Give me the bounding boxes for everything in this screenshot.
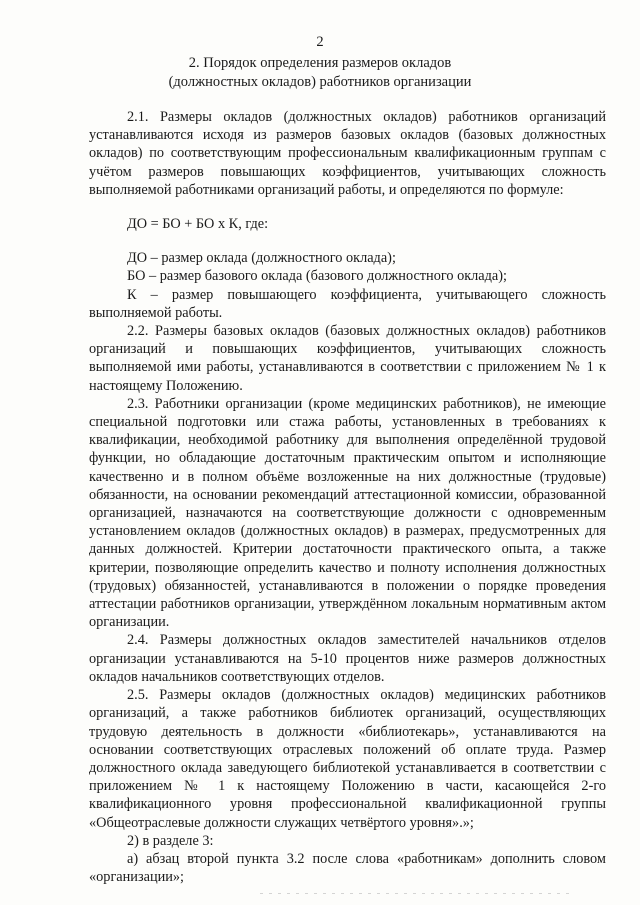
definition-bo: БО – размер базового оклада (базового должностного оклада); (127, 268, 507, 285)
salary-formula: ДО = БО + БО х К, где: (127, 216, 269, 233)
paragraph-2-5: 2.5. Размеры окладов (должностных окладов) медицинских работников организаций, а также работников библиотек организаций, осуществляющих трудовую деятельность в должности «библиотекарь», устанавливаются на основании соответствующих отраслевых положений об оплате труда. Размер должностного оклада заведующего библиотекой устанавливается в соответствии с приложением № 1 к настоящему Положению в части, касающейся 2-го квалификационного уровня профессиональной квалификационной группы «Общеотраслевые должности служащих четвёртого уровня».»; (89, 687, 606, 831)
paragraph-2-2: 2.2. Размеры базовых окладов (базовых должностных окладов) работников организаций и повышающих коэффициентов, учитывающих сложность выполняемой ими работы, устанавливаются в соответствии с приложением № 1 к настоящему Положению. (89, 323, 606, 394)
amendment-item-2a: а) абзац второй пункта 3.2 после слова «работникам» дополнить словом «организации»; (89, 850, 606, 886)
paragraph-2-4: 2.4. Размеры должностных окладов заместителей начальников отделов организации устанавливаются на 5-10 процентов ниже размеров должностных окладов начальников соответствующих отделов. (89, 632, 606, 685)
paragraph-2-3: 2.3. Работники организации (кроме медицинских работников), не имеющие специальной подготовки или стажа работы, установленных в требованиях к квалификации, необходимой работнику для выполнения определённой трудовой функции, но обладающие достаточным практическим опытом и исполняющие качественно и в полном объёме возложенные на них должностные (трудовые) обязанности, на основании рекомендаций аттестационной комиссии, образованной организацией, назначаются на соответствующие должности с одновременным установлением окладов (должностных окладов) в размерах, предусмотренных для данных должностей. Критерии достаточности практического опыта, а также критерии, позволяющие определить качество и полноту исполнения должностных (трудовых) обязанностей, устанавливаются в положении о порядке проведения аттестации работников организации, утверждённом локальным нормативным актом организации. (89, 395, 606, 631)
document-body (89, 108, 606, 886)
definition-do: ДО – размер оклада (должностного оклада); (127, 250, 396, 267)
scan-artifact-line (260, 893, 570, 894)
amendment-item-2: 2) в разделе 3: (127, 832, 214, 849)
paragraph-2-1: 2.1. Размеры окладов (должностных окладов) работников организаций устанавливаются исходя из размеров базовых окладов (базовых должностных окладов) по соответствующим профессиональным квалификационным группам с учётом размеров повышающих коэффициентов, учитывающих сложность выполняемой работниками организаций работы, и определяются по формуле: (89, 109, 606, 198)
definition-k: К – размер повышающего коэффициента, учитывающего сложность выполняемой работы. (89, 286, 606, 321)
section-title (0, 54, 640, 92)
section-title-line-2: (должностных окладов) работников организации (168, 74, 472, 90)
page-number: 2 (316, 34, 324, 50)
section-title-line-1: 2. Порядок определения размеров окладов (188, 55, 452, 71)
